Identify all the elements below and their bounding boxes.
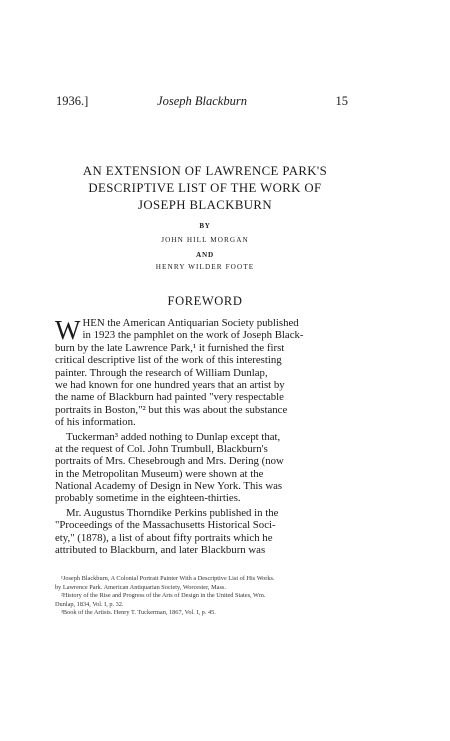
- body-line: Mr. Augustus Thorndike Perkins published in the: [66, 506, 279, 519]
- body-line: attributed to Blackburn, and later Blackburn was: [55, 544, 266, 557]
- footnote: by Lawrence Park. American Antiquarian Society, Worcester, Mass.: [55, 583, 226, 591]
- article-title-line-1: AN EXTENSION OF LAWRENCE PARK'S: [82, 164, 328, 178]
- body-line: portraits of Mrs. Chesebrough and Mrs. Dering (now: [55, 455, 284, 468]
- article-title-line-3: JOSEPH BLACKBURN: [137, 198, 273, 212]
- running-head-year: 1936.]: [56, 94, 89, 108]
- body-line: of his information.: [55, 416, 136, 429]
- body-line: critical descriptive list of the work of this interesting: [55, 354, 282, 367]
- footnotes: [55, 575, 355, 618]
- footnote: Dunlap, 1834, Vol. I, p. 32.: [55, 600, 124, 608]
- article-title: [40, 163, 370, 214]
- body-line: in the Metropolitan Museum) were shown at the: [55, 467, 264, 480]
- body-line: portraits in Boston,"² but this was about the substance: [55, 403, 288, 416]
- body-line: National Academy of Design in New York. This was: [55, 480, 283, 493]
- body-line: probably sometime in the eighteen-thirties.: [55, 492, 241, 505]
- body-line: at the request of Col. John Trumbull, Blackburn's: [55, 442, 268, 455]
- author-name: HENRY WILDER FOOTE: [155, 263, 255, 271]
- footnote: ²History of the Rise and Progress of the Arts of Design in the United States, Wm.: [61, 592, 266, 600]
- footnote: ¹Joseph Blackburn, A Colonial Portrait Painter With a Descriptive List of His Works.: [61, 575, 275, 582]
- body-line: Tuckerman³ added nothing to Dunlap except that,: [66, 430, 281, 443]
- article-title-line-2: DESCRIPTIVE LIST OF THE WORK OF: [88, 181, 322, 195]
- body-line: painter. Through the research of William Dunlap,: [55, 366, 268, 379]
- body-line: "Proceedings of the Massachusetts Historical Soci-: [55, 519, 276, 532]
- running-head: [56, 94, 348, 110]
- section-heading: FOREWORD: [167, 294, 243, 308]
- body-line: in 1923 the pamphlet on the work of Joseph Black-: [82, 329, 304, 342]
- body-text: [55, 317, 350, 556]
- body-line: we had known for one hundred years that an artist by: [55, 378, 285, 391]
- author-name: JOHN HILL MORGAN: [161, 236, 249, 244]
- page-number: 15: [335, 94, 348, 108]
- drop-cap: W: [55, 315, 81, 345]
- body-line: burn by the late Lawrence Park,¹ it furnished the first: [55, 341, 285, 354]
- byline-and: AND: [196, 251, 214, 259]
- body-line: ety," (1878), a list of about fifty portraits which he: [55, 531, 273, 544]
- footnote: ³Book of the Artists. Henry T. Tuckerman, 1867, Vol. I, p. 45.: [61, 609, 216, 617]
- body-line: HEN the American Antiquarian Society published: [82, 317, 299, 329]
- byline-by: BY: [199, 222, 211, 230]
- running-head-title: Joseph Blackburn: [157, 94, 247, 108]
- body-line: the name of Blackburn had painted "very respectable: [55, 391, 284, 404]
